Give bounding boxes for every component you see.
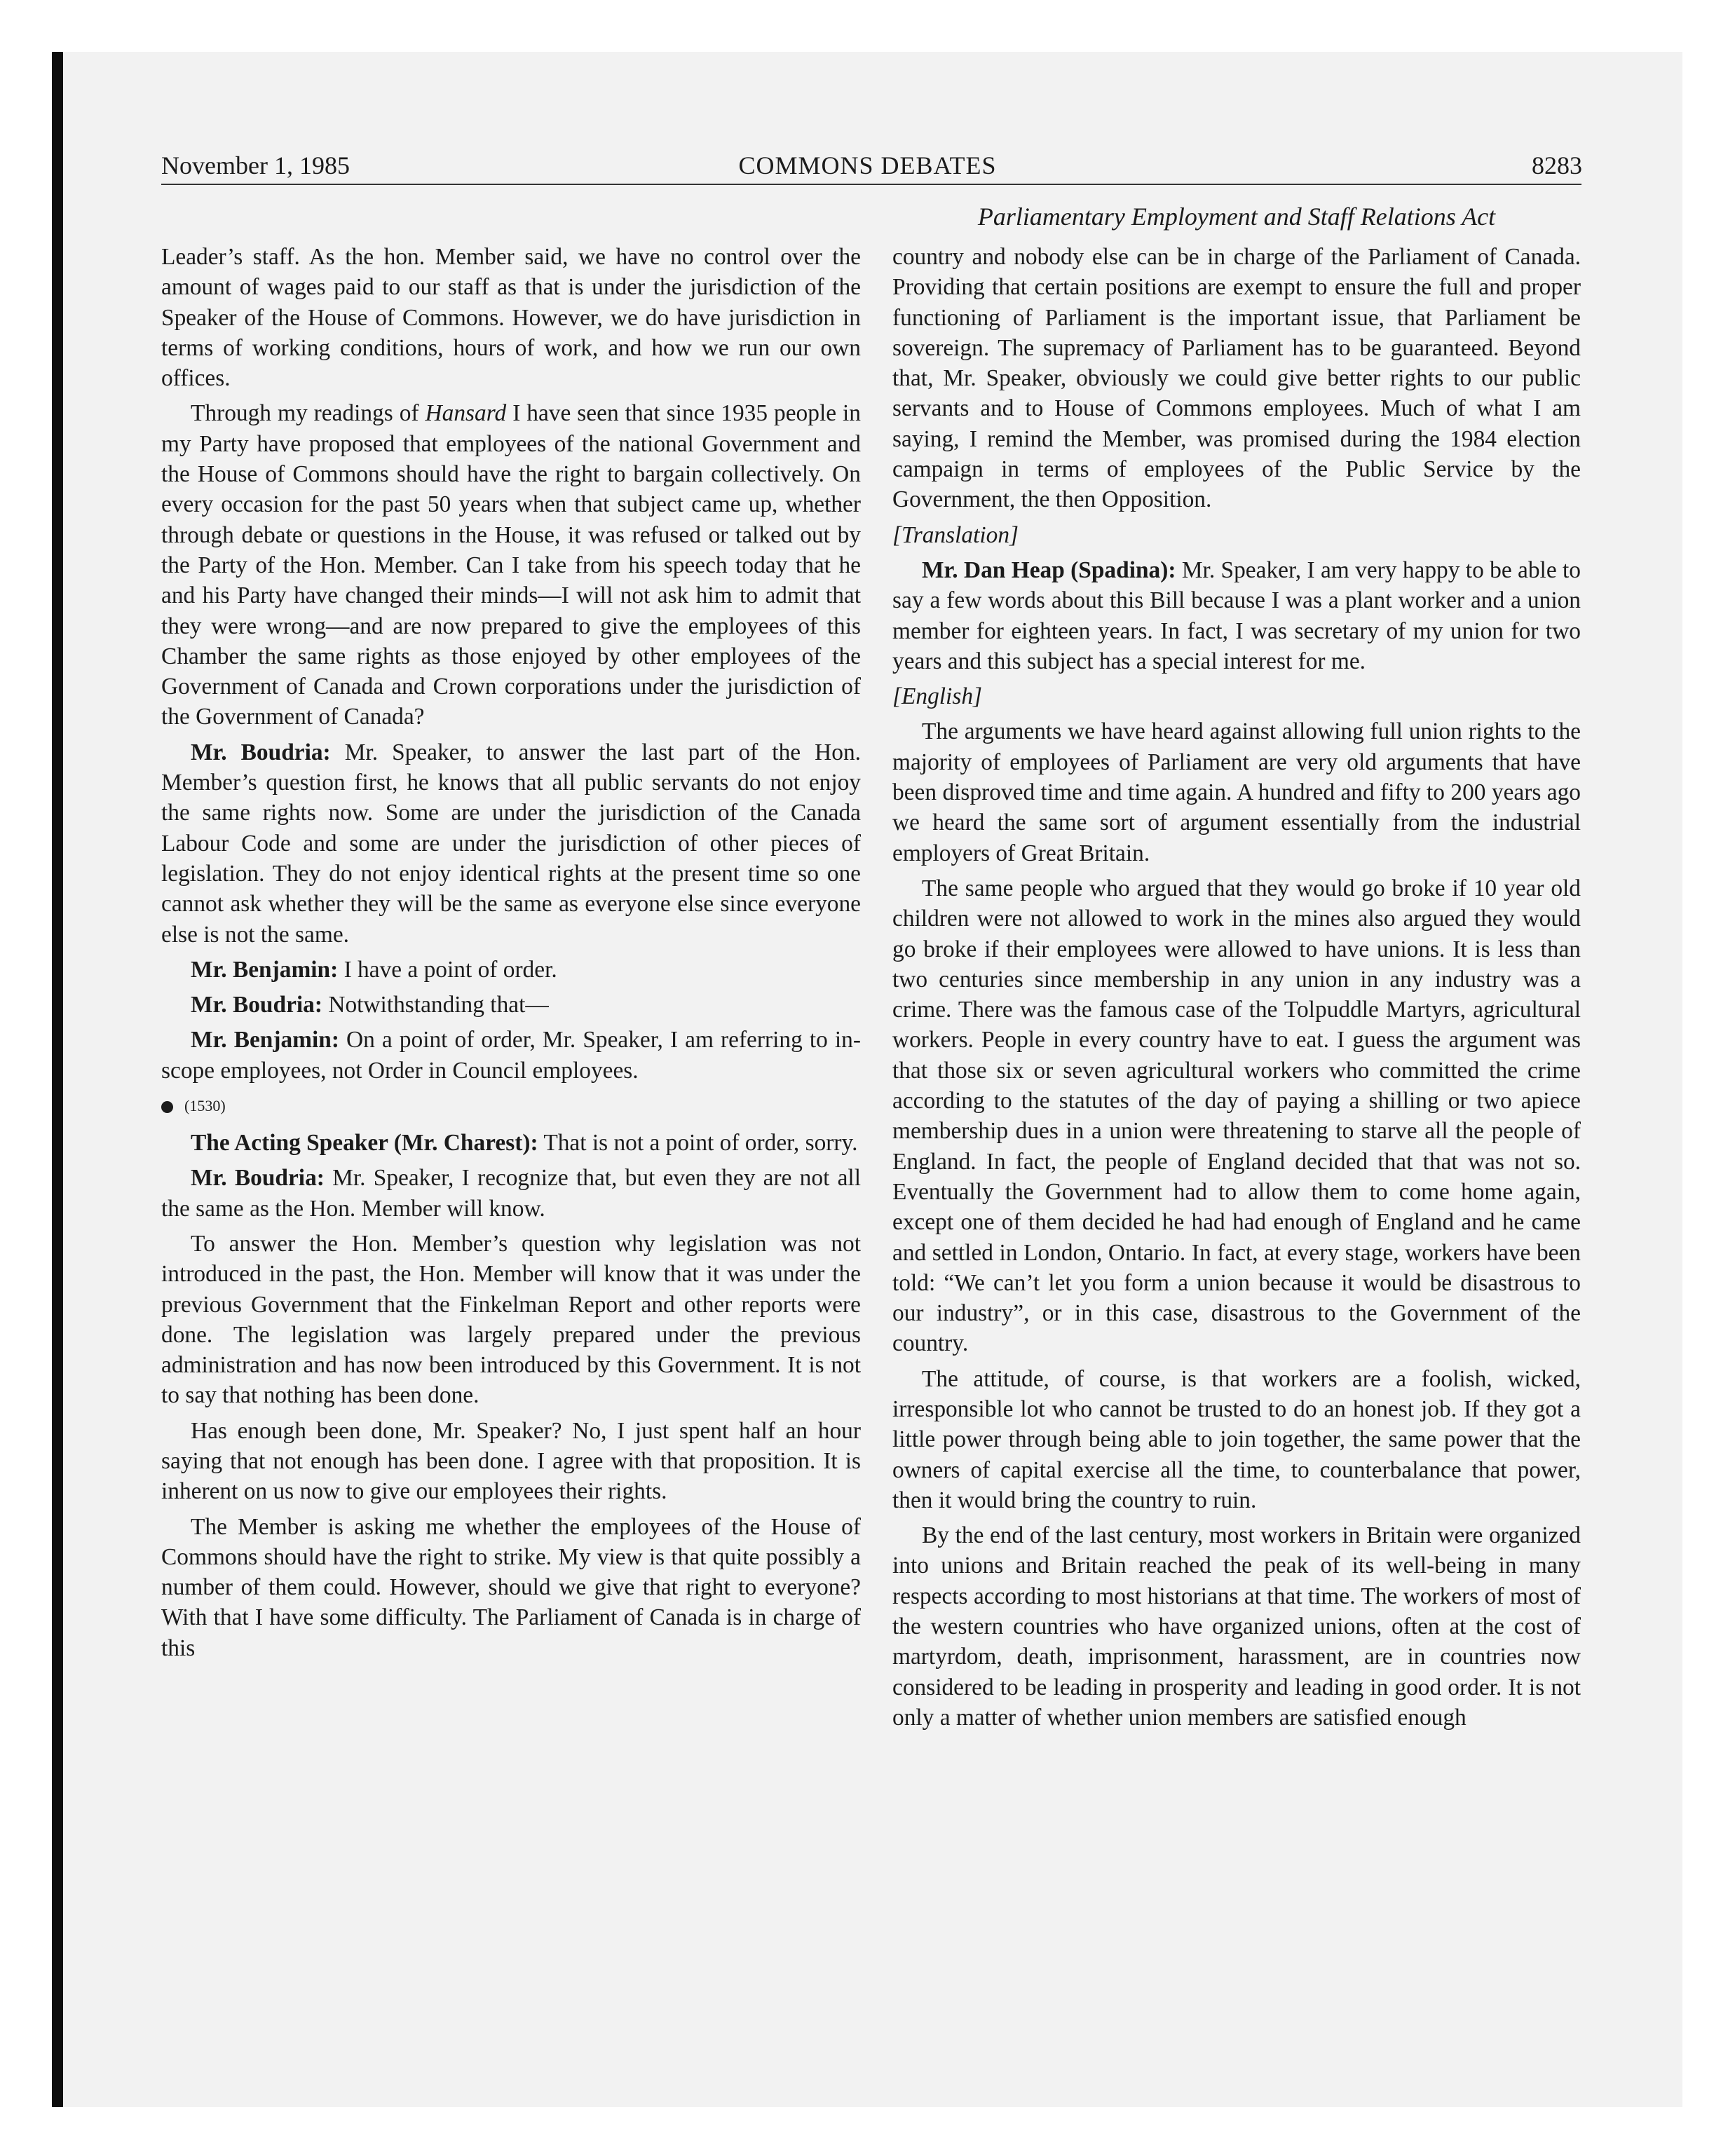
speech-text: On a point of order, Mr. Speaker, I am referring to in-scope employees, not Order in Council employees. — [161, 1027, 861, 1084]
speech-text: Mr. Speaker, I am very happy to be able to say a few words about this Bill because I was a plant worker and a union member for eighteen years. In fact, I was secretary of my union for two years and this subject has a special interest for me. — [892, 557, 1581, 674]
speaker-name: Mr. Benjamin: — [191, 1027, 339, 1053]
header-rule — [161, 184, 1581, 185]
text-run: Through my readings of — [191, 400, 426, 427]
paragraph: By the end of the last century, most workers in Britain were organized into unions and Britain reached the peak of its well-being in many respects according to most historians at that time. The workers of most of the western countries who have organized unions, often at the cost of martyrdom, death, imprisonment, harassment, are in countries now considered to be leading in prosperity and leading in good order. It is not only a matter of whether union members are satisfied enough — [892, 1522, 1581, 1731]
paragraph: The attitude, of course, is that workers are a foolish, wicked, irresponsible lot who cannot be trusted to do an honest job. If they got a little power through being able to join together, the same power that the owners of capital exercise all the time, to counterbalance that power, then it would bring the country to ruin. — [892, 1365, 1581, 1513]
speech-text: Notwithstanding that— — [322, 992, 549, 1018]
time-marker-text: (1530) — [184, 1097, 226, 1115]
speech — [161, 1128, 861, 1158]
speech-text: Mr. Speaker, to answer the last part of the Hon. Member’s question first, he knows that all public servants do not enjoy the same rights now. Some are under the jurisdiction of the Canada Labour Code and some are under the jurisdiction of other pieces of legislation. They do not enjoy identical rights at the present time so one cannot ask whether they will be the same as everyone else since everyone else is not the same. — [161, 739, 861, 948]
bullet-dot-icon — [161, 1101, 173, 1113]
paragraph: The arguments we have heard against allowing full union rights to the majority of employees of Parliament are very old arguments that have been disproved time and time again. A hundred and fifty to 200 years ago we heard the same sort of argument essentially from the industrial employers of Great Britain. — [892, 718, 1581, 866]
speech — [161, 737, 861, 950]
paragraph: The Member is asking me whether the employees of the House of Commons should have the right to strike. My view is that quite possibly a number of them could. However, should we give that right to everyone? With that I have some difficulty. The Parliament of Canada is in charge of this — [161, 1513, 861, 1661]
header-page-number: 8283 — [1532, 151, 1582, 179]
paragraph: To answer the Hon. Member’s question why legislation was not introduced in the past, the Hon. Member will know that it was under the previous Government that the Finkelman Report and other reports were done. The legislation was largely prepared under the previous administration and has now been introduced by this Government. It is not to say that nothing has been done. — [161, 1230, 861, 1409]
language-tag: [English] — [892, 683, 983, 710]
text-run: I have seen that since 1935 people in my Party have proposed that employees of the national Government and the House of Commons should have the right to bargain collectively. On every occasion for the past 50 years when that subject came up, whether through debate or questions in the House, it was refused or talked out by the Party of the Hon. Member. Can I take from his speech today that he and his Party have changed their minds—I will not ask him to admit that they were wrong—and are now prepared to give the employees of this Chamber the same rights as those enjoyed by other employees of the Government of Canada and Crown corporations under the jurisdiction of the Government of Canada? — [161, 400, 862, 730]
paragraph: Has enough been done, Mr. Speaker? No, I just spent half an hour saying that not enough has been done. I agree with that proposition. It is inherent on us now to give our employees their rights. — [161, 1417, 861, 1505]
speaker-name: The Acting Speaker (Mr. Charest): — [191, 1130, 538, 1157]
speech-text: That is not a point of order, sorry. — [538, 1130, 858, 1157]
speaker-name: Mr. Boudria: — [191, 739, 331, 765]
speaker-name: Mr. Boudria: — [191, 992, 322, 1018]
language-tag: [Translation] — [892, 521, 1019, 548]
speech — [161, 1025, 861, 1086]
speech — [161, 955, 861, 985]
left-column — [161, 242, 861, 1668]
paragraph: country and nobody else can be in charge of the Parliament of Canada. Providing that certain positions are exempt to ensure the full and proper functioning of Parliament is the important issue, that Parliament be sovereign. The supremacy of Parliament has to be guaranteed. Beyond that, Mr. Speaker, obviously we could give better rights to our public servants and to House of Commons employees. Much of what I am saying, I remind the Member, was promised during the 1984 election campaign in terms of employees of the Public Service by the Government, the then Opposition. — [892, 244, 1581, 513]
speech-text: I have a point of order. — [338, 956, 557, 983]
speaker-name: Mr. Dan Heap (Spadina): — [922, 557, 1176, 583]
right-column — [892, 242, 1581, 1738]
speech-text: Mr. Speaker, I recognize that, but even they are not all the same as the Hon. Member will know. — [161, 1165, 861, 1222]
paragraph — [161, 398, 861, 732]
paragraph: The same people who argued that they would go broke if 10 year old children were not allowed to work in the mines also argued they would go broke if their employees were allowed to have unions. It is less than two centuries since membership in any union in any industry was a crime. There was the famous case of the Tolpuddle Martyrs, agricultural workers. People in every country have to eat. I guess the argument was that those six or seven agricultural workers who committed the crime according to the statutes of the day of paying a shilling or two apiece membership dues in a union were threatening to starve all the people of England. In fact, the people of England decided that that was not so. Eventually the Government had to allow them to come home again, except one of them decided he had had enough of England and he came and settled in London, Ontario. In fact, at every stage, workers have been told: “We can’t let you form a union because it would be disastrous to our industry”, or in this case, disastrous to the Government of the country. — [892, 875, 1581, 1357]
italic-term: Hansard — [425, 400, 507, 427]
header-date: November 1, 1985 — [161, 151, 350, 179]
speech — [892, 555, 1581, 676]
speaker-name: Mr. Benjamin: — [191, 956, 339, 983]
speech — [161, 1163, 861, 1224]
scan-edge-shadow — [52, 52, 63, 2107]
paragraph: Leader’s staff. As the hon. Member said, we have no control over the amount of wages paid to our staff as that is under the jurisdiction of the Speaker of the House of Commons. However, we do have jurisdiction in terms of working conditions, hours of work, and how we run our own offices. — [161, 244, 861, 392]
speaker-name: Mr. Boudria: — [191, 1165, 325, 1192]
time-marker — [161, 1091, 861, 1121]
header-title: COMMONS DEBATES — [738, 151, 997, 179]
speech — [161, 990, 861, 1020]
running-head: Parliamentary Employment and Staff Relations Act — [977, 203, 1496, 231]
